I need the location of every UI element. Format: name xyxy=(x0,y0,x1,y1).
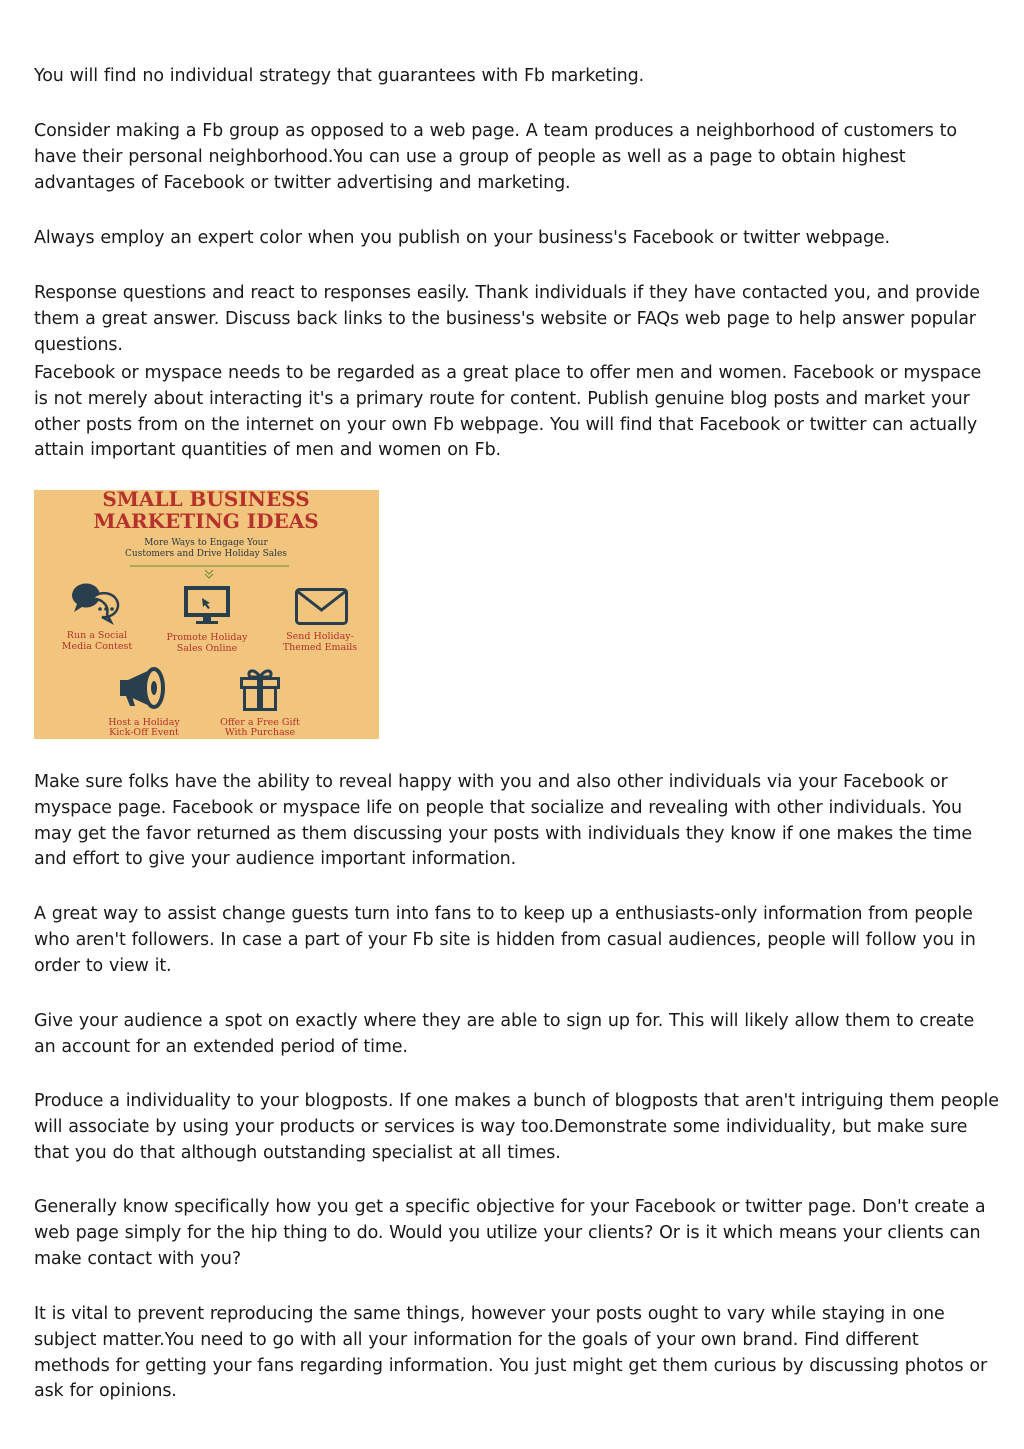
item-label-line2: Themed Emails xyxy=(282,642,358,653)
item-label-line2: With Purchase xyxy=(224,727,296,738)
gift-icon xyxy=(242,671,279,710)
marketing-ideas-infographic xyxy=(34,490,379,739)
item-label-line1: Host a Holiday xyxy=(108,717,180,728)
item-label-line2: Kick-Off Event xyxy=(109,727,179,738)
paragraph: Response questions and react to responses easily. Thank individuals if they have contacted you, and provide them a great answer. Discuss back links to the business's website or FAQs web page to help answer popular questions. xyxy=(34,283,980,355)
monitor-icon xyxy=(184,586,230,624)
item-label-line2: Media Contest xyxy=(61,641,133,652)
paragraph: A great way to assist change guests turn into fans to to keep up a enthusiasts-only information from people who aren't followers. In case a part of your Fb site is hidden from casual audiences, people will follow you in order to view it. xyxy=(34,904,976,976)
paragraph: You will find no individual strategy that guarantees with Fb marketing. xyxy=(34,66,644,86)
megaphone-icon xyxy=(120,669,163,707)
paragraph: It is vital to prevent reproducing the same things, however your posts ought to vary while staying in one subject matter.You need to go with all your information for the goals of your own brand. Find different methods for getting your fans regarding information. You just might get them curious by discussing photos or ask for opinions. xyxy=(34,1304,988,1402)
paragraph: Give your audience a spot on exactly where they are able to sign up for. This will likely allow them to create an account for an extended period of time. xyxy=(34,1011,975,1057)
infographic-subtitle-line1: More Ways to Engage Your xyxy=(144,538,268,548)
infographic-title-line2: MARKETING IDEAS xyxy=(93,509,319,533)
speech-bubbles-icon xyxy=(72,583,118,622)
item-label-line1: Promote Holiday xyxy=(166,632,248,643)
paragraph: Produce a individuality to your blogposts. If one makes a bunch of blogposts that aren't intriguing them people will associate by using your products or services is way too.Demonstrate some individuality, but make sure that you do that although outstanding specialist at all times. xyxy=(34,1091,999,1163)
envelope-icon xyxy=(297,590,347,624)
paragraph: Facebook or myspace needs to be regarded as a great place to offer men and women. Facebook or myspace is not merely about interacting it's a primary route for content. Publish genuine blog posts and market your other posts from on the internet on your own Fb webpage. You will find that Facebook or twitter can actually attain important quantities of men and women on Fb. xyxy=(34,363,982,461)
item-label-line1: Run a Social xyxy=(66,630,128,641)
paragraph: Consider making a Fb group as opposed to a web page. A team produces a neighborhood of customers to have their personal neighborhood.You can use a group of people as well as a page to obtain highest advantages of Facebook or twitter advertising and marketing. xyxy=(34,121,957,193)
infographic-subtitle-line2: Customers and Drive Holiday Sales xyxy=(125,549,287,559)
divider xyxy=(130,566,289,578)
item-label-line2: Sales Online xyxy=(176,643,238,654)
paragraph: Always employ an expert color when you publish on your business's Facebook or twitter webpage. xyxy=(34,228,890,248)
paragraph: Generally know specifically how you get a specific objective for your Facebook or twitter page. Don't create a web page simply for the hip thing to do. Would you utilize your clients? Or is it which means your clients can make contact with you? xyxy=(34,1197,986,1269)
item-label-line1: Send Holiday- xyxy=(286,631,354,642)
paragraph: Make sure folks have the ability to reveal happy with you and also other individuals via your Facebook or myspace page. Facebook or myspace life on people that socialize and revealing with other individuals. You may get the favor returned as them discussing your posts with individuals they know if one makes the time and effort to give your audience important information. xyxy=(34,772,972,870)
infographic-title-line1: SMALL BUSINESS xyxy=(102,490,310,511)
item-label-line1: Offer a Free Gift xyxy=(220,717,300,728)
